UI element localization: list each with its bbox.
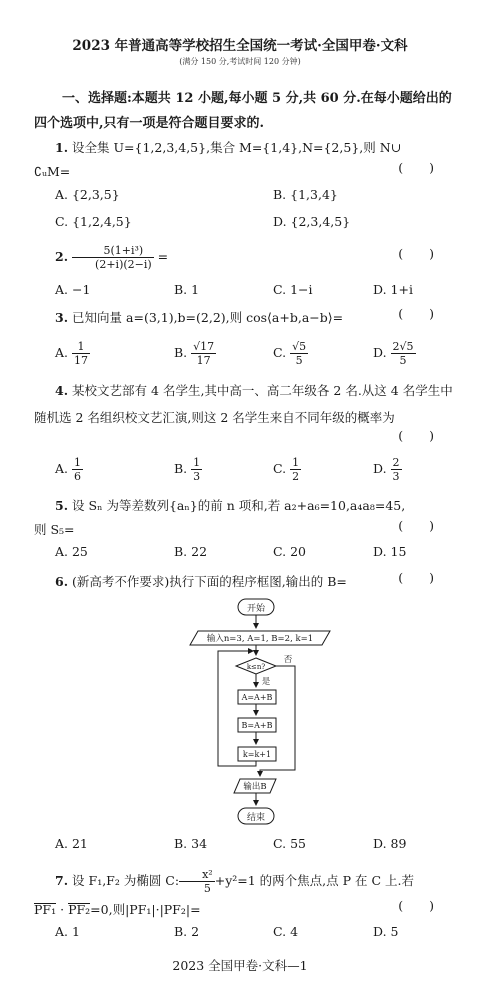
question-2: [34, 244, 460, 271]
q3-option-a: [55, 340, 90, 367]
q4-option-d-numerator: 2: [392, 456, 400, 469]
q3-option-b-fraction: [191, 340, 216, 367]
q5-option-c: C. 20: [273, 544, 306, 559]
q5-stem: 设 Sₙ 为等差数列{aₙ}的前 n 项和,若 a₂+a₆=10,a₄a₈=45,: [72, 498, 406, 513]
q7-options: [55, 924, 460, 948]
q1-stem-line2: ∁ᵤM=: [34, 164, 71, 179]
q2-answer-paren: (): [398, 246, 460, 261]
q3-stem: 已知向量 a=(3,1),b=(2,2),则 cos⟨a+b,a−b⟩=: [72, 310, 344, 325]
flow-output-text: 输出B: [243, 782, 267, 792]
q3-answer-paren: (): [398, 306, 460, 321]
q1-answer-paren: (): [398, 160, 460, 175]
q5-answer-paren: (): [398, 518, 460, 533]
q4-option-d-denominator: 3: [392, 470, 400, 483]
q4-option-a-denominator: 6: [74, 470, 81, 483]
question-1: [34, 136, 460, 160]
q3-option-d-denominator: 5: [399, 354, 407, 367]
q4-option-c-denominator: 2: [292, 470, 300, 483]
q7-fraction-numerator: x²: [179, 868, 215, 882]
q2-fraction-denominator: (2+i)(2−i): [95, 258, 152, 271]
q7-option-d: D. 5: [373, 924, 399, 939]
q1-number: 1.: [55, 140, 69, 155]
flow-yes-label: 是: [261, 677, 271, 687]
q3-option-d: [373, 340, 416, 367]
q1-option-b: B. {1,3,4}: [273, 187, 338, 202]
q5-option-b: B. 22: [174, 544, 208, 559]
q6-option-b: B. 34: [174, 836, 208, 851]
q4-option-a-label: A.: [55, 461, 69, 476]
q3-option-a-numerator: 1: [72, 340, 90, 354]
q7-vector-pf2: PF₂: [68, 902, 91, 917]
q3-number: 3.: [55, 310, 69, 325]
q3-option-d-fraction: [391, 340, 416, 367]
q7-stem-a: 设 F₁,F₂ 为椭圆 C:: [72, 873, 180, 888]
q4-option-a-numerator: 1: [74, 456, 81, 469]
q4-option-c-label: C.: [273, 461, 287, 476]
q3-option-c-numerator: √5: [292, 340, 307, 353]
flow-end-text: 结束: [246, 813, 266, 823]
q4-option-b-numerator: 1: [193, 456, 201, 469]
flow-step-k-text: k=k+1: [242, 750, 272, 759]
question-5: [34, 494, 460, 518]
q7-fraction-denominator: 5: [203, 882, 211, 895]
question-3: [34, 306, 460, 330]
q3-option-b: [174, 340, 216, 367]
q1-options-row2: [55, 214, 460, 238]
q2-option-a: A. −1: [55, 282, 91, 297]
q2-option-b: B. 1: [174, 282, 200, 297]
q4-option-d: [373, 456, 402, 483]
q4-option-a: [55, 456, 83, 483]
q4-option-a-fraction: [72, 456, 83, 483]
q4-option-d-label: D.: [373, 461, 387, 476]
section-heading: 一、选择题:本题共 12 小题,每小题 5 分,共 60 分.在每小题给出的四个选项中,只有一项是符合题目要求的.: [34, 91, 452, 131]
q3-option-d-label: D.: [373, 345, 387, 360]
q5-stem-line2: 则 S₅=: [34, 522, 75, 537]
q6-options: [55, 836, 460, 860]
q7-ellipse-fraction: [179, 868, 215, 895]
q2-fraction: [72, 244, 154, 271]
q2-option-c: C. 1−i: [273, 282, 313, 297]
q7-option-b: B. 2: [174, 924, 200, 939]
q3-option-c-denominator: 5: [295, 354, 303, 367]
q3-option-b-denominator: 17: [196, 354, 211, 367]
q3-option-a-denominator: 17: [74, 354, 88, 367]
program-flowchart: [0, 590, 480, 830]
q4-options: [55, 456, 460, 488]
q4-option-c-fraction: [290, 456, 301, 483]
q4-option-c-numerator: 1: [292, 456, 300, 469]
q2-options: [55, 282, 460, 306]
q7-stem-b: +y²=1 的两个焦点,点 P 在 C 上.若: [214, 873, 414, 888]
q5-number: 5.: [55, 498, 69, 513]
q7-dot: ·: [60, 902, 65, 917]
exam-title: 2023 年普通高等学校招生全国统一考试·全国甲卷·文科: [72, 38, 408, 54]
q7-stem-line2: [34, 898, 460, 922]
question-4: [34, 378, 460, 431]
q1-option-c: C. {1,2,4,5}: [55, 214, 132, 229]
q4-option-b-fraction: [191, 456, 202, 483]
q4-option-d-fraction: [391, 456, 402, 483]
flow-condition-text: k≤n?: [246, 663, 266, 671]
q7-option-a: A. 1: [55, 924, 80, 939]
q7-stem-tail: =0,则|PF₁|·|PF₂|=: [90, 902, 201, 917]
q5-options: [55, 544, 460, 568]
q1-option-d: D. {2,3,4,5}: [273, 214, 351, 229]
q4-option-b: [174, 456, 202, 483]
q4-option-b-label: B.: [174, 461, 188, 476]
q6-option-a: A. 21: [55, 836, 88, 851]
q3-option-b-numerator: √17: [193, 340, 215, 353]
q6-stem: (新高考不作要求)执行下面的程序框图,输出的 B=: [72, 574, 347, 589]
q4-answer-paren: (): [398, 428, 460, 443]
q2-number: 2.: [55, 249, 69, 264]
q6-answer-paren: (): [398, 570, 460, 585]
q4-stem: 某校文艺部有 4 名学生,其中高一、高二年级各 2 名.从这 4 名学生中随机选 2 名组织校文艺汇演,则这 2 名学生来自不同年级的概率为: [34, 383, 453, 425]
q2-equals: =: [157, 249, 169, 264]
q4-option-b-denominator: 3: [193, 470, 201, 483]
flow-step-a-text: A=A+B: [241, 693, 273, 702]
flow-step-b-text: B=A+B: [241, 721, 273, 730]
flow-input-text: 输入n=3, A=1, B=2, k=1: [206, 634, 314, 644]
q5-option-d: D. 15: [373, 544, 407, 559]
q4-option-c: [273, 456, 301, 483]
flow-start-text: 开始: [246, 604, 266, 614]
q3-option-c-fraction: [290, 340, 308, 367]
q6-option-c: C. 55: [273, 836, 306, 851]
q3-options: [55, 340, 460, 372]
q6-option-d: D. 89: [373, 836, 407, 851]
q7-option-c: C. 4: [273, 924, 299, 939]
question-7: [34, 868, 460, 895]
q2-option-d: D. 1+i: [373, 282, 413, 297]
q3-option-a-label: A.: [55, 345, 69, 360]
q6-number: 6.: [55, 574, 69, 589]
exam-subtitle: (满分 150 分,考试时间 120 分钟): [179, 57, 301, 66]
q1-stem: 设全集 U={1,2,3,4,5},集合 M={1,4},N={2,5},则 N∪: [72, 140, 402, 155]
flow-no-label: 否: [283, 655, 293, 665]
q4-number: 4.: [55, 383, 69, 398]
q7-vector-pf1: PF₁: [34, 902, 57, 917]
page-footer: 2023 全国甲卷·文科—1: [172, 958, 308, 973]
q3-option-b-label: B.: [174, 345, 188, 360]
q7-number: 7.: [55, 873, 69, 888]
q5-option-a: A. 25: [55, 544, 88, 559]
q1-options-row1: [55, 187, 460, 211]
q3-option-c-label: C.: [273, 345, 287, 360]
q7-answer-paren: (): [398, 898, 460, 913]
q2-fraction-numerator: 5(1+i³): [72, 244, 154, 258]
q3-option-c: [273, 340, 308, 367]
q3-option-d-numerator: 2√5: [392, 340, 414, 353]
q1-option-a: A. {2,3,5}: [55, 187, 120, 202]
q3-option-a-fraction: [72, 340, 90, 367]
